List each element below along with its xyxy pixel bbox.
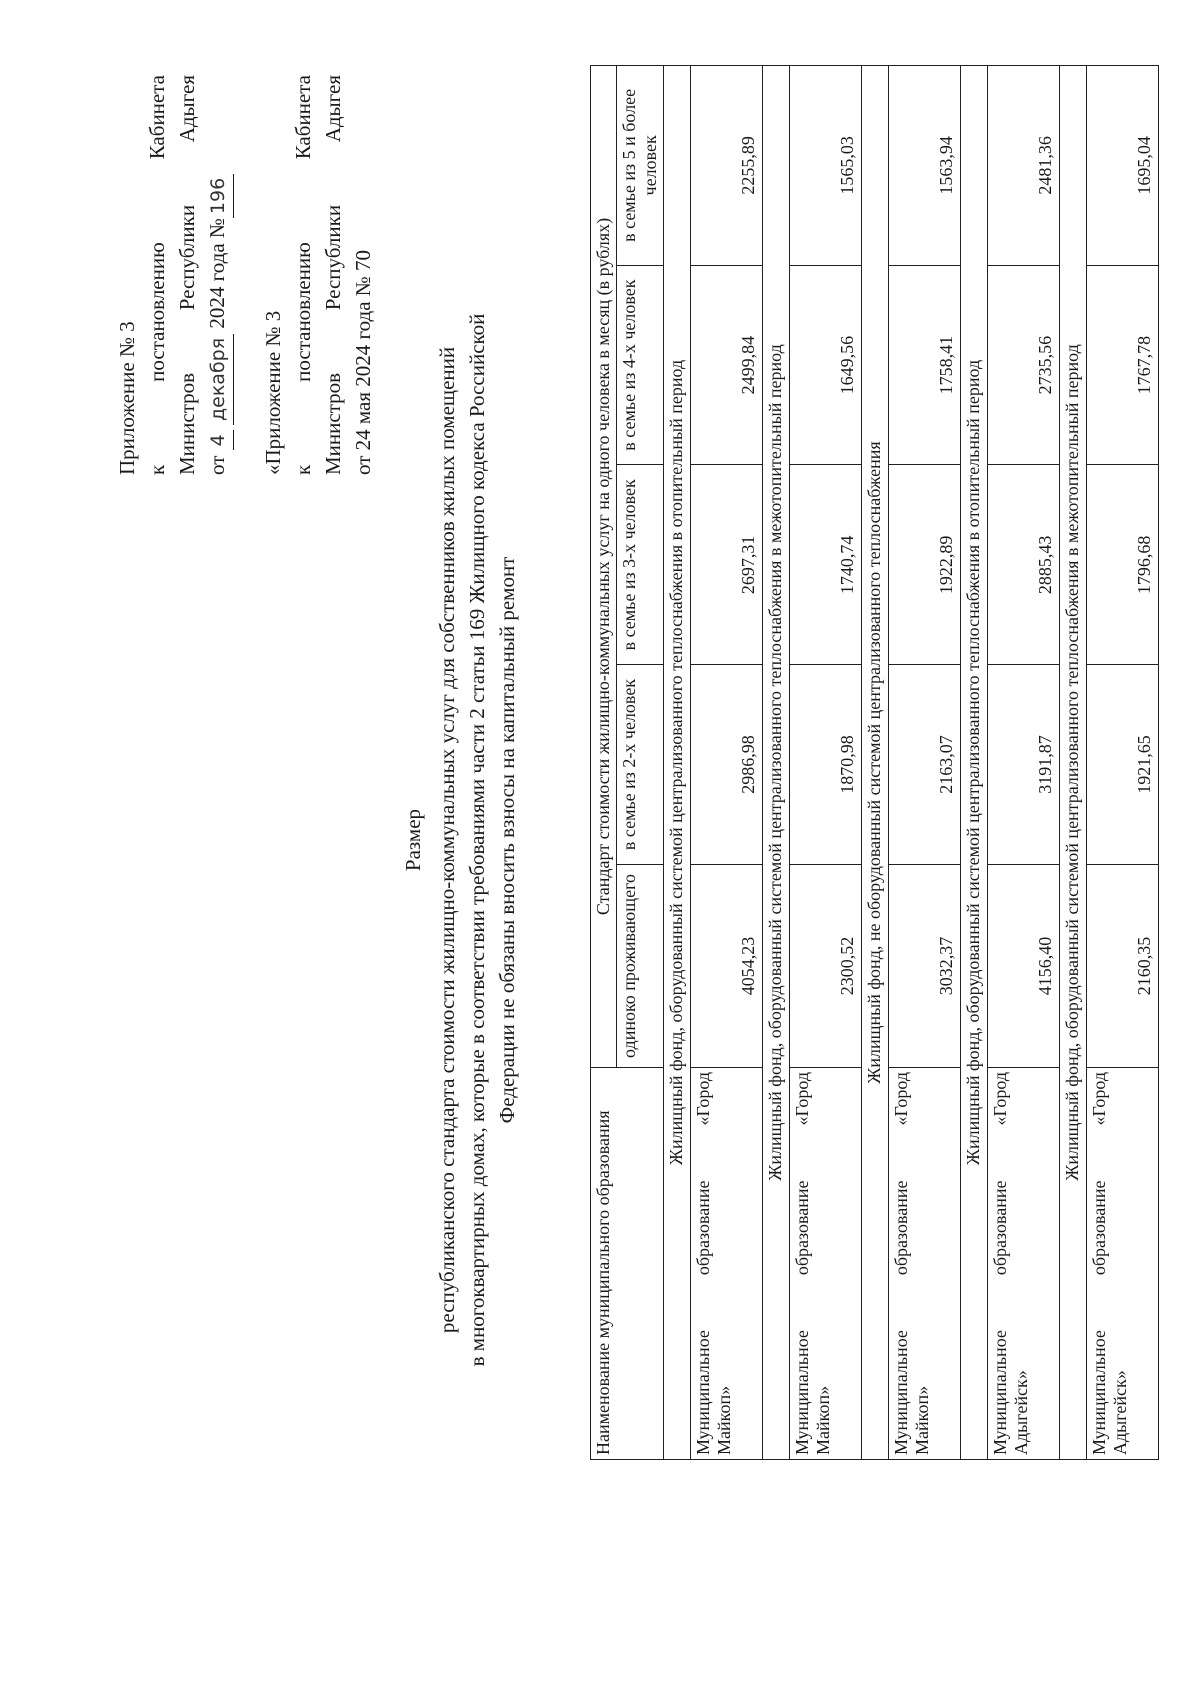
category-label: Жилищный фонд, оборудованный системой централизованного теплоснабжения в отопительный период [664, 66, 691, 1460]
header-col-1: одиноко проживающего [617, 864, 664, 1067]
handwritten-day: 4 [203, 430, 234, 450]
heading-line-2: в многоквартирных домах, которые в соответствии требованиями части 2 статьи 169 Жилищного кодекса Российской [465, 313, 489, 1367]
table-cell-value: 1695,04 [1087, 66, 1159, 266]
table-cell-value: 2735,56 [988, 265, 1060, 465]
table-category-row [664, 66, 691, 1460]
table-cell-value: 2499,84 [691, 265, 763, 465]
table-cell-value: 1740,74 [790, 465, 862, 665]
table-cell-value: 2160,35 [1087, 864, 1159, 1067]
document-heading-word: Размер [401, 808, 425, 872]
header-group: Стандарт стоимости жилищно-коммунальных услуг на одного человека в месяц (в рублях) [591, 66, 617, 1068]
table-cell-value: 1758,41 [889, 265, 961, 465]
table-row [889, 66, 961, 1460]
table-cell-value: 2163,07 [889, 665, 961, 865]
table-cell-value: 1649,56 [790, 265, 862, 465]
standards-table [590, 65, 1159, 1460]
table-cell-value: 1563,94 [889, 66, 961, 266]
category-label: Жилищный фонд, не оборудованный системой централизованного теплоснабжения [862, 66, 889, 1460]
table-row [790, 66, 862, 1460]
table-category-row [862, 66, 889, 1460]
appendix-title: Приложение № 3 [115, 321, 139, 475]
table-category-row [961, 66, 988, 1460]
handwritten-number: 196 [203, 174, 234, 218]
header-col-5: в семье из 5 и более человек [617, 66, 664, 266]
heading-line-1: республиканского стандарта стоимости жилищно-коммунальных услуг для собственников жилых помещений [435, 346, 459, 1334]
appendix-line-2: Министров Республики Адыгея [175, 75, 199, 475]
document-heading [432, 140, 522, 1540]
appendix-line-1: к постановлению Кабинета [145, 75, 169, 475]
municipality-name: Муниципальное образование «Город Адыгейск» [988, 1067, 1060, 1459]
table-cell-value: 2986,98 [691, 665, 763, 865]
table-cell-value: 1767,78 [1087, 265, 1159, 465]
appendix-prev-title: «Приложение № 3 [261, 310, 285, 475]
table-body [664, 66, 1159, 1460]
appendix-previous [258, 75, 378, 475]
category-label: Жилищный фонд, оборудованный системой централизованного теплоснабжения в межотопительный период [1060, 66, 1087, 1460]
table-cell-value: 1922,89 [889, 465, 961, 665]
table-cell-value: 3191,87 [988, 665, 1060, 865]
table-cell-value: 1796,68 [1087, 465, 1159, 665]
table-cell-value: 1870,98 [790, 665, 862, 865]
table-header-row [591, 66, 617, 1460]
table-cell-value: 2300,52 [790, 864, 862, 1067]
municipality-name: Муниципальное образование «Город Майкоп» [889, 1067, 961, 1459]
heading-line-3: Федерации не обязаны вносить взносы на капитальный ремонт [495, 556, 519, 1124]
appendix-prev-date: от 24 мая 2024 года № 70 [351, 249, 375, 475]
appendix-prev-line-2: Министров Республики Адыгея [321, 75, 345, 475]
table-cell-value: 2697,31 [691, 465, 763, 665]
municipality-name: Муниципальное образование «Город Майкоп» [790, 1067, 862, 1459]
table-category-row [763, 66, 790, 1460]
table-row [691, 66, 763, 1460]
header-col-2: в семье из 2-х человек [617, 665, 664, 865]
table-cell-value: 1565,03 [790, 66, 862, 266]
table-cell-value: 4054,23 [691, 864, 763, 1067]
header-col-4: в семье из 4-х человек [617, 265, 664, 465]
appendix-prev-line-1: к постановлению Кабинета [291, 75, 315, 475]
table-category-row [1060, 66, 1087, 1460]
table-cell-value: 1921,65 [1087, 665, 1159, 865]
table-cell-value: 4156,40 [988, 864, 1060, 1067]
table-cell-value: 2255,89 [691, 66, 763, 266]
handwritten-month: декабря [203, 334, 234, 425]
table-row [988, 66, 1060, 1460]
appendix-current [112, 75, 234, 475]
table-row [1087, 66, 1159, 1460]
table-cell-value: 2481,36 [988, 66, 1060, 266]
municipality-name: Муниципальное образование «Город Адыгейск» [1087, 1067, 1159, 1459]
header-col-3: в семье из 3-х человек [617, 465, 664, 665]
header-municipality: Наименование муниципального образования [591, 1067, 664, 1459]
table-cell-value: 3032,37 [889, 864, 961, 1067]
category-label: Жилищный фонд, оборудованный системой централизованного теплоснабжения в отопительный период [961, 66, 988, 1460]
category-label: Жилищный фонд, оборудованный системой централизованного теплоснабжения в межотопительный период [763, 66, 790, 1460]
municipality-name: Муниципальное образование «Город Майкоп» [691, 1067, 763, 1459]
appendix-date-line: от 4 декабря 2024 года №196 [202, 75, 234, 475]
table-cell-value: 2885,43 [988, 465, 1060, 665]
